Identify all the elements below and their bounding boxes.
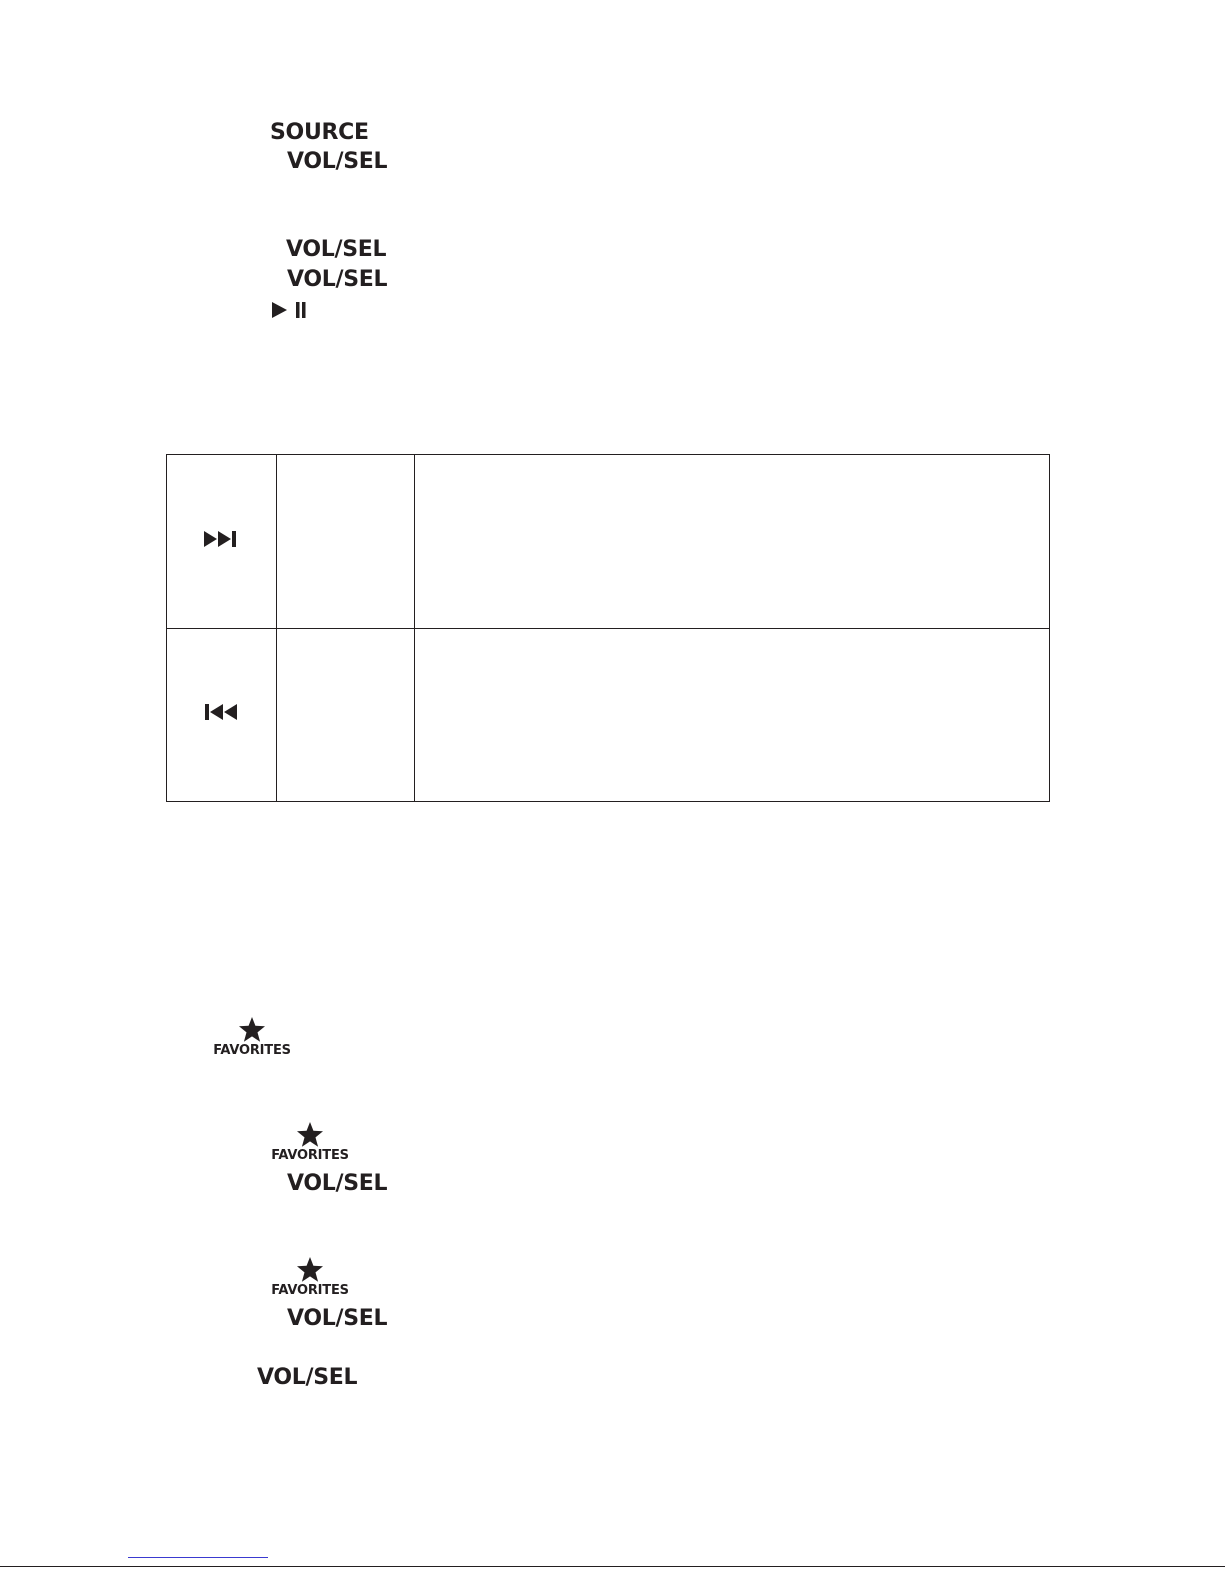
star-icon [296,1256,324,1283]
table-cell-name [277,628,415,802]
source-label: SOURCE [270,120,369,145]
controls-table [166,454,1050,802]
favorites-label: FAVORITES [271,1283,349,1298]
play-pause-icon [271,300,311,323]
footer-link-underline[interactable] [128,1557,268,1558]
table-cell-description [415,628,1050,802]
table-cell-name [277,455,415,629]
favorites-button-graphic [265,1256,355,1297]
skip-previous-icon [203,702,241,722]
favorites-label: FAVORITES [271,1148,349,1163]
vol-sel-label: VOL/SEL [287,267,388,292]
table-cell-description [415,455,1050,629]
favorites-label: FAVORITES [213,1043,291,1058]
skip-next-icon [203,529,241,549]
vol-sel-label: VOL/SEL [287,1171,388,1196]
table-cell-icon [167,455,277,629]
star-icon [238,1016,266,1043]
table-cell-icon [167,628,277,802]
vol-sel-label: VOL/SEL [287,1306,388,1331]
vol-sel-label: VOL/SEL [286,237,387,262]
favorites-button-graphic [207,1016,297,1057]
footer-rule [0,1566,1225,1567]
table-row [167,628,1050,802]
favorites-button-graphic [265,1121,355,1162]
table-row [167,455,1050,629]
vol-sel-label: VOL/SEL [257,1365,358,1390]
vol-sel-label: VOL/SEL [287,149,388,174]
star-icon [296,1121,324,1148]
